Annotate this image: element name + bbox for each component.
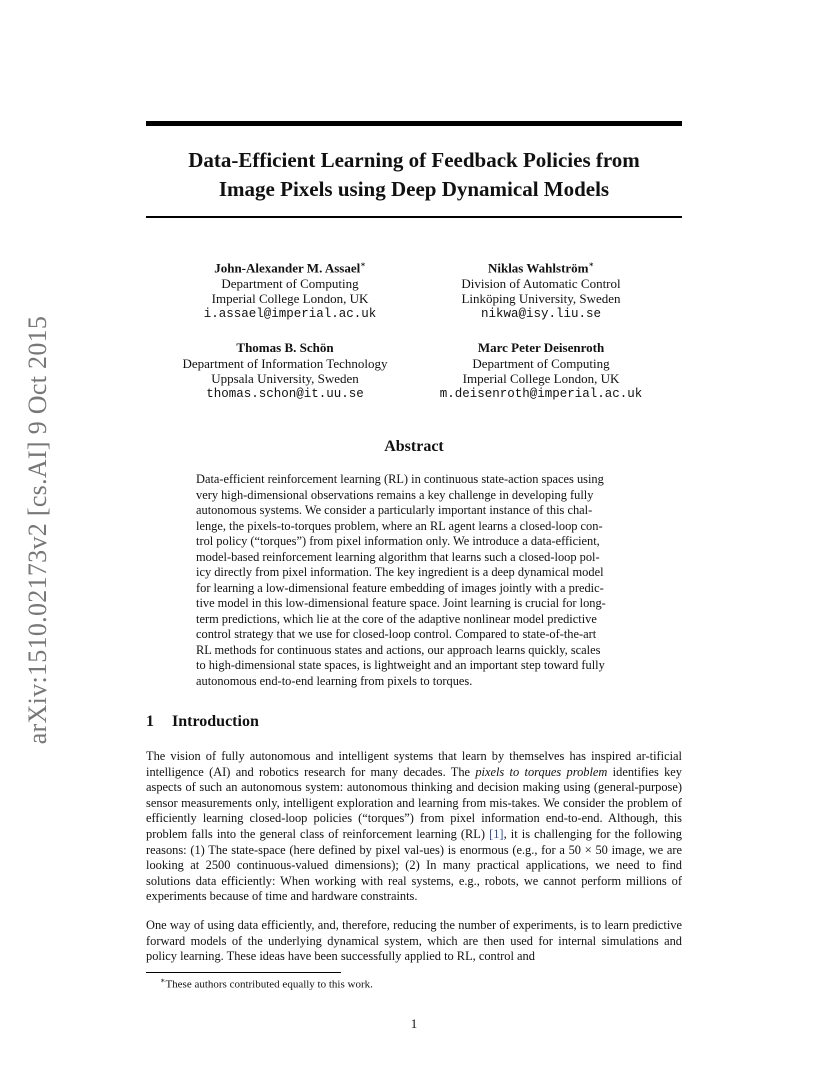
title-line-1: Data-Efficient Learning of Feedback Policies from	[188, 148, 640, 172]
author-name: Niklas Wahlström	[487, 260, 589, 276]
abstract-line: for learning a low-dimensional feature embedding of images jointly with a predic-	[196, 580, 604, 595]
abstract-body	[196, 472, 633, 689]
intro-text: identifies key aspects of such an autonomous system: autonomous thinking and decision making using (general-purpose) sensor measurements only, intelligent exploration and learning from mis-takes. We consider the problem of efficiently learning closed-loop policies (“torques”) from pixel information end-to-end. Although, this problem falls into the general class of reinforcement learning (RL)	[146, 764, 682, 841]
abstract-line: Data-efficient reinforcement learning (RL) in continuous state-action spaces using	[196, 472, 604, 486]
title-top-rule	[146, 121, 682, 126]
intro-paragraph-2: One way of using data efficiently, and, therefore, reducing the number of experiments, is to learn predictive forward models of the underlying dynamical system, which are then used for internal simulations and policy learning. These ideas have been successfully applied to RL, control and	[146, 918, 682, 964]
author-block-1	[184, 257, 396, 322]
footnote-mark: ∗	[160, 976, 166, 985]
author-block-3	[170, 340, 400, 402]
abstract-line: RL methods for continuous states and actions, our approach learns quickly, scales	[196, 642, 601, 657]
section-heading	[146, 713, 259, 731]
abstract-line: to high-dimensional state spaces, is lightweight and an important step toward fully	[196, 658, 605, 672]
author-institution: Imperial College London, UK	[211, 291, 369, 307]
footnote	[160, 976, 373, 991]
intro-text: , it is challenging for the following reasons: (1) The state-space (here defined by pixel val-ues) is enormous (e.g., for a 50 × 50 image, we are looking at 2500 continuous-valued dimensions); (2) In many practical applications, we need to find solutions data efficiently: When working with real systems, e.g., robots, we cannot perform millions of experiments because of time and hardware constraints.	[146, 826, 683, 904]
citation-link[interactable]: [1]	[489, 826, 504, 841]
abstract-line: term predictions, which lie at the core of the adaptive nonlinear model predictive	[196, 611, 597, 626]
author-name: Marc Peter Deisenroth	[477, 340, 605, 355]
abstract-line: tive model in this low-dimensional feature space. Joint learning is crucial for long-	[196, 596, 606, 610]
abstract-line: autonomous end-to-end learning from pixels to torques.	[196, 673, 473, 688]
author-affiliation: Division of Automatic Control	[461, 275, 621, 291]
author-block-2	[430, 257, 652, 322]
arxiv-identifier: arXiv:1510.02173v2 [cs.AI] 9 Oct 2015	[23, 315, 52, 745]
intro-paragraph-1	[146, 749, 682, 905]
author-institution: Linköping University, Sweden	[461, 291, 621, 307]
author-block-4	[420, 340, 662, 402]
abstract-line: model-based reinforcement learning algorithm that learns such a closed-loop pol-	[196, 549, 600, 564]
page-number: 1	[410, 1016, 418, 1031]
author-institution: Uppsala University, Sweden	[211, 371, 359, 386]
footnote-rule	[146, 972, 341, 973]
author-mark: ∗	[360, 260, 366, 269]
author-institution: Imperial College London, UK	[462, 371, 620, 386]
abstract-line: trol policy (“torques”) from pixel information only. We introduce a data-efficient,	[196, 534, 600, 548]
author-name: Thomas B. Schön	[236, 340, 334, 355]
intro-text: The vision of fully autonomous and intelligent systems that learn by themselves has inspired ar-tificial intelligence (AI) and robotics research for many decades. The	[146, 749, 682, 779]
author-mark: ∗	[588, 260, 595, 269]
abstract-line: autonomous systems. We consider a particularly important instance of this chal-	[196, 503, 593, 517]
author-email[interactable]: thomas.schon@it.uu.se	[206, 386, 364, 401]
author-name: John-Alexander M. Assael	[214, 260, 361, 276]
abstract-line: control strategy that we use for closed-loop control. Compared to state-of-the-art	[196, 627, 597, 641]
author-email[interactable]: nikwa@isy.liu.se	[480, 306, 602, 321]
footnote-text: These authors contributed equally to this work.	[165, 978, 373, 991]
abstract-line: lenge, the pixels-to-torques problem, where an RL agent learns a closed-loop con-	[196, 518, 603, 533]
title-line-2: Image Pixels using Deep Dynamical Models	[218, 177, 610, 201]
author-email[interactable]: m.deisenroth@imperial.ac.uk	[439, 386, 643, 401]
abstract-line: icy directly from pixel information. The key ingredient is a deep dynamical model	[196, 565, 604, 579]
author-affiliation: Department of Information Technology	[182, 355, 388, 371]
author-affiliation: Department of Computing	[472, 355, 610, 371]
paper-title	[146, 146, 682, 204]
title-bottom-rule	[146, 216, 682, 218]
author-affiliation: Department of Computing	[221, 275, 359, 291]
author-email[interactable]: i.assael@imperial.ac.uk	[203, 306, 377, 321]
abstract-heading: Abstract	[384, 438, 444, 455]
section-number: 1	[146, 713, 154, 730]
abstract-line: very high-dimensional observations remains a key challenge in developing fully	[196, 487, 594, 502]
section-title: Introduction	[172, 713, 259, 730]
intro-emphasis: pixels to torques problem	[475, 764, 608, 779]
arxiv-sidebar	[18, 300, 58, 760]
